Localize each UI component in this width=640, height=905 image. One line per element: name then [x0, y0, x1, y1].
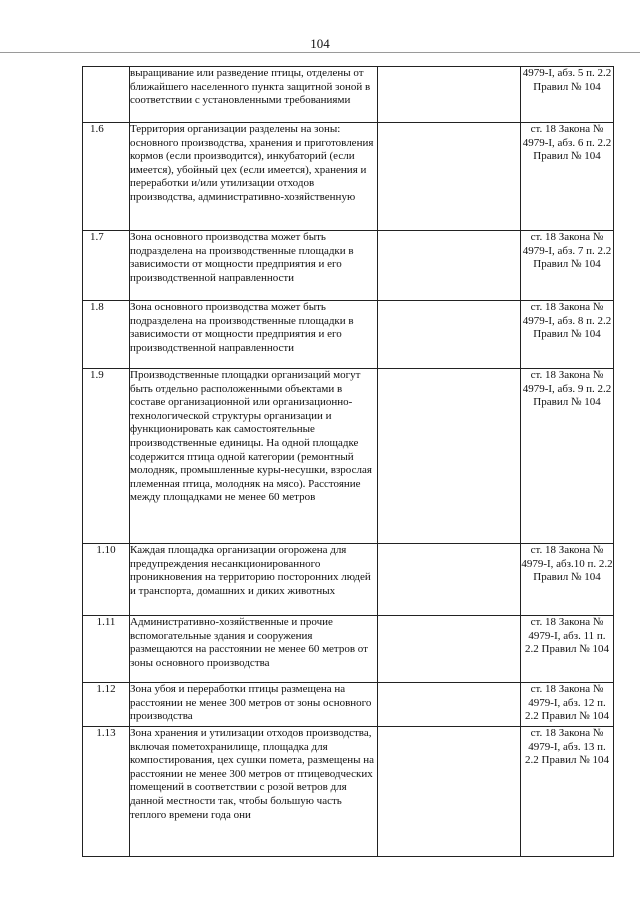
table-row	[83, 544, 614, 616]
table-row	[83, 123, 614, 231]
table-row	[83, 369, 614, 544]
legal-reference: ст. 18 Закона № 4979-I, абз.10 п. 2.2 Правил № 104	[521, 544, 614, 616]
row-number: 1.10	[83, 544, 130, 616]
top-rule	[0, 52, 640, 53]
empty-cell	[378, 727, 521, 857]
legal-reference: ст. 18 Закона № 4979-I, абз. 12 п. 2.2 Правил № 104	[521, 683, 614, 727]
legal-reference: ст. 18 Закона № 4979-I, абз. 13 п. 2.2 Правил № 104	[521, 727, 614, 857]
empty-cell	[378, 123, 521, 231]
requirements-table	[82, 66, 614, 857]
row-number: 1.11	[83, 616, 130, 683]
requirement-text: Зона основного производства может быть подразделена на производственные площадки в зависимости от мощности предприятия и его производственной направленности	[130, 301, 378, 369]
requirement-text: Каждая площадка организации огорожена для предупреждения несанкционированного проникновения на территорию посторонних людей и транспорта, домашних и диких животных	[130, 544, 378, 616]
requirement-text: Зона основного производства может быть подразделена на производственные площадки в зависимости от мощности предприятия и его производственной направленности	[130, 231, 378, 301]
table-row	[83, 301, 614, 369]
row-number: 1.7	[83, 231, 130, 301]
row-number: 1.6	[83, 123, 130, 231]
page-number: 104	[310, 36, 330, 51]
empty-cell	[378, 231, 521, 301]
table-row	[83, 231, 614, 301]
requirement-text: Зона убоя и переработки птицы размещена на расстоянии не менее 300 метров от зоны основного производства	[130, 683, 378, 727]
empty-cell	[378, 369, 521, 544]
row-number: 1.13	[83, 727, 130, 857]
requirement-text: выращивание или разведение птицы, отделены от ближайшего населенного пункта защитной зоной в соответствии с установленными требованиями	[130, 67, 378, 123]
table-row	[83, 616, 614, 683]
legal-reference: ст. 18 Закона № 4979-I, абз. 7 п. 2.2 Правил № 104	[521, 231, 614, 301]
requirement-text: Производственные площадки организаций могут быть отдельно расположенными объектами в составе организационной или организационно-технологической структуры организации и функционировать как самостоятельные производственные единицы. На одной площадке содержится птица одной категории (ремонтный молодняк, промышленные куры-несушки, взрослая племенная птица, молодняк на мясо). Расстояние между площадками не менее 60 метров	[130, 369, 378, 544]
requirement-text: Территория организации разделены на зоны: основного производства, хранения и приготовления кормов (если производится), инкубаторий (если имеется), убойный цех (если имеется), хранения и переработки и/или утилизации отходов производства, административно-хозяйственную	[130, 123, 378, 231]
legal-reference: ст. 18 Закона № 4979-I, абз. 9 п. 2.2 Правил № 104	[521, 369, 614, 544]
row-number	[83, 67, 130, 123]
row-number: 1.9	[83, 369, 130, 544]
row-number: 1.12	[83, 683, 130, 727]
row-number: 1.8	[83, 301, 130, 369]
requirement-text: Административно-хозяйственные и прочие вспомогательные здания и сооружения размещаются на расстоянии не менее 60 метров от зоны основного производства	[130, 616, 378, 683]
requirement-text: Зона хранения и утилизации отходов производства, включая пометохранилище, площадка для компостирования, цех сушки помета, размещены на расстоянии не менее 300 метров от птицеводческих помещений в соответствии с розой ветров для данной местности так, чтобы большую часть теплого времени года они	[130, 727, 378, 857]
table-row	[83, 727, 614, 857]
empty-cell	[378, 301, 521, 369]
empty-cell	[378, 683, 521, 727]
legal-reference: ст. 18 Закона № 4979-I, абз. 8 п. 2.2 Правил № 104	[521, 301, 614, 369]
table-row	[83, 683, 614, 727]
legal-reference: ст. 18 Закона № 4979-I, абз. 6 п. 2.2 Правил № 104	[521, 123, 614, 231]
empty-cell	[378, 616, 521, 683]
table-row	[83, 67, 614, 123]
legal-reference: ст. 18 Закона № 4979-I, абз. 11 п. 2.2 Правил № 104	[521, 616, 614, 683]
empty-cell	[378, 544, 521, 616]
empty-cell	[378, 67, 521, 123]
legal-reference: 4979-I, абз. 5 п. 2.2 Правил № 104	[521, 67, 614, 123]
